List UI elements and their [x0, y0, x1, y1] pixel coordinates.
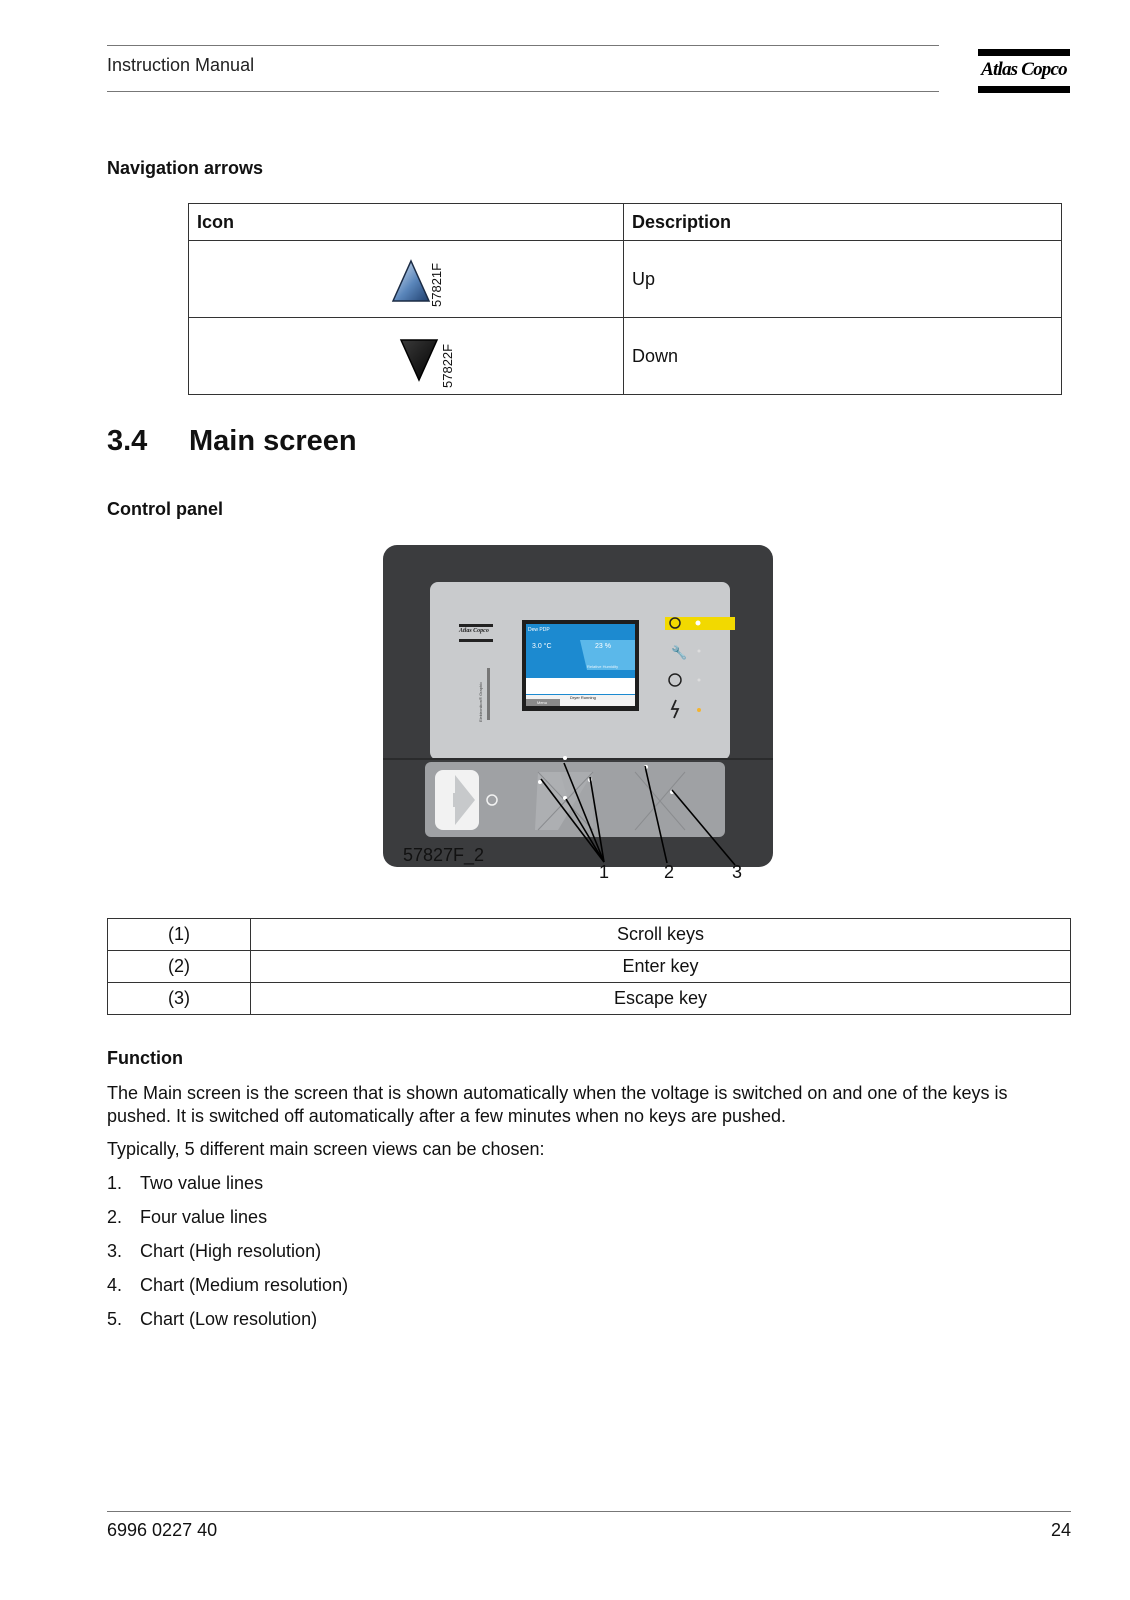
key-label: Enter key: [251, 951, 1071, 983]
keys-table: [107, 918, 1071, 1015]
key-ref: (3): [108, 983, 251, 1015]
list-number: 4.: [107, 1275, 123, 1295]
list-number: 3.: [107, 1241, 123, 1261]
screen-sub-label: Relative Humidity: [587, 664, 619, 669]
screen-status: Dryer Running: [570, 695, 596, 700]
main-screen-views-list: [107, 1172, 348, 1342]
section-title: Main screen: [189, 425, 357, 457]
navigation-arrows-table: [188, 203, 1062, 395]
section-heading: [107, 425, 357, 458]
callout-3: 3: [732, 862, 743, 882]
list-number: 2.: [107, 1207, 123, 1227]
control-panel-figure: [375, 540, 805, 910]
screen-header: Dew PDP: [528, 627, 550, 633]
down-icon-code: 57822F: [440, 343, 455, 388]
callout-1: 1: [599, 862, 610, 882]
section-number: 3.4: [107, 425, 148, 457]
key-ref: (2): [108, 951, 251, 983]
function-heading: Function: [107, 1048, 183, 1068]
key-label: Scroll keys: [251, 919, 1071, 951]
navigation-arrows-heading: Navigation arrows: [107, 158, 264, 178]
control-panel-heading: Control panel: [107, 499, 223, 519]
header-rule-top: [107, 45, 939, 46]
column-header-icon: Icon: [189, 204, 624, 241]
callout-2: 2: [664, 862, 675, 882]
list-text: Two value lines: [140, 1173, 264, 1193]
list-item: [107, 1308, 348, 1342]
svg-text:🔧: 🔧: [671, 646, 688, 661]
table-row: [108, 951, 1071, 983]
page-number: 24: [1050, 1520, 1071, 1540]
description-up: Up: [624, 241, 1062, 318]
list-number: 1.: [107, 1173, 123, 1193]
function-paragraph-1: The Main screen is the screen that is shown automatically when the voltage is switched on and one of the keys is pushed. It is switched off automatically after a few minutes when no keys are pushed.: [107, 1083, 1008, 1126]
up-arrow-icon: [391, 251, 447, 311]
table-row: [108, 983, 1071, 1015]
footer-rule: [107, 1511, 1071, 1512]
list-text: Chart (High resolution): [140, 1241, 322, 1261]
list-item: [107, 1172, 348, 1206]
atlas-copco-logo: [978, 49, 1070, 93]
icon-cell: [189, 318, 624, 395]
manual-title: Instruction Manual: [107, 55, 255, 75]
key-ref: (1): [108, 919, 251, 951]
column-header-description: Description: [624, 204, 1062, 241]
list-text: Four value lines: [140, 1207, 268, 1227]
list-text: Chart (Medium resolution): [140, 1275, 349, 1295]
panel-logo: Atlas Copco: [459, 628, 489, 634]
document-number: 6996 0227 40: [107, 1520, 218, 1540]
list-text: Chart (Low resolution): [140, 1309, 318, 1329]
screen-menu: Menu: [537, 700, 548, 705]
list-item: [107, 1240, 348, 1274]
screen-value-1: 3.0 °C: [532, 643, 552, 650]
table-row: [108, 919, 1071, 951]
list-number: 5.: [107, 1309, 123, 1329]
screen-value-2: 23 %: [595, 643, 611, 650]
panel-side-label: Elektronikon® Graphic: [478, 681, 483, 722]
table-row: [189, 318, 1062, 395]
key-label: Escape key: [251, 983, 1071, 1015]
description-down: Down: [624, 318, 1062, 395]
down-arrow-icon: [399, 328, 455, 388]
logo-text: Atlas Copco: [981, 59, 1067, 80]
table-header-row: [189, 204, 1062, 241]
up-icon-code: 57821F: [429, 262, 444, 307]
icon-cell: [189, 241, 624, 318]
function-paragraph-2: Typically, 5 different main screen views can be chosen:: [107, 1139, 545, 1159]
figure-code: 57827F_2: [403, 845, 485, 865]
table-row: [189, 241, 1062, 318]
list-item: [107, 1274, 348, 1308]
header-rule-bottom: [107, 91, 939, 92]
list-item: [107, 1206, 348, 1240]
